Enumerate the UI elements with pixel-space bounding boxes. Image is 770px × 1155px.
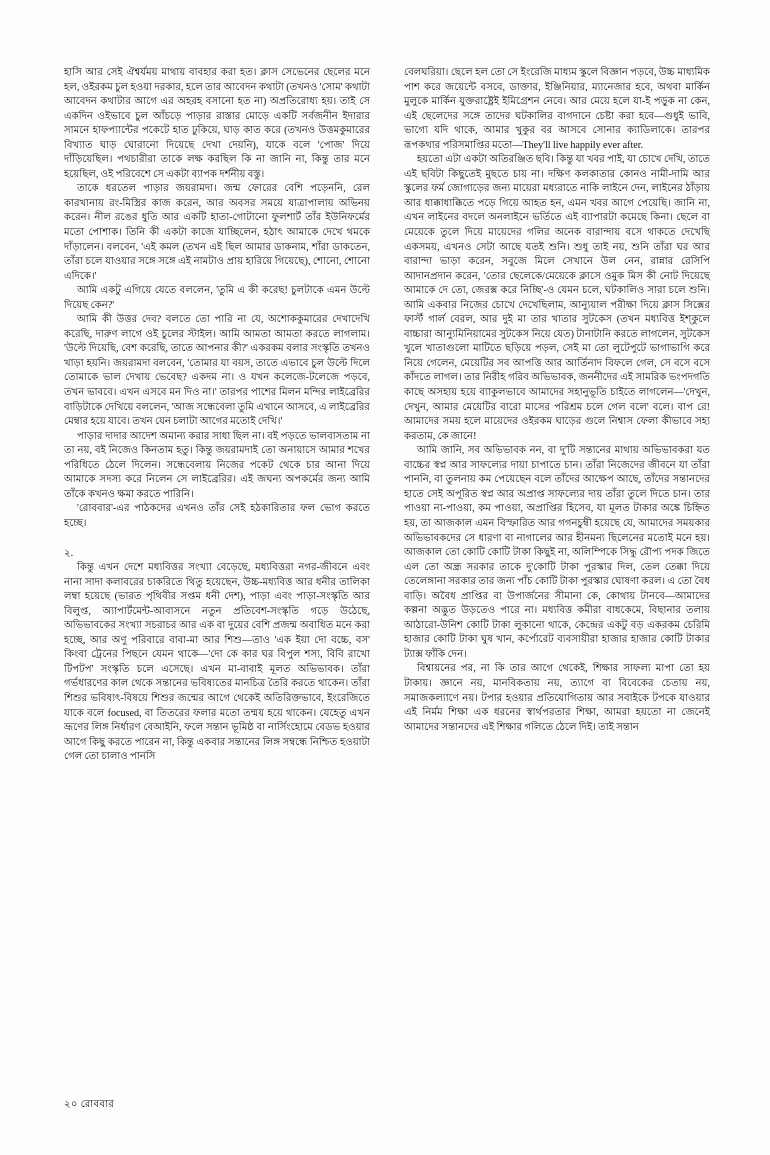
right-column bbox=[404, 66, 710, 1076]
paragraph: বিশ্বায়নের পর, না কি তার আগে থেকেই, শিক্ষার সাফল্য মাপা তো হয় টাকায়। জ্ঞানে নয়, মানবিকতায় নয়, ত্যাগে বা বিবেকের চেতায় নয়, সমাজকল্যাণে নয়। টপার হওয়ার প্রতিযোগিতায় আর সবাইকে টপকে যাওয়ার এই নির্মম শিক্ষা এক ধরনের স্বার্থপরতার শিক্ষা, আমরা হয়তো না জেনেই আমাদের সন্তানদের এই শিক্ষার গলিতে ঠেলে দিই। তাই সন্তান bbox=[404, 663, 710, 733]
page-footer: ২০ রোববার bbox=[64, 1099, 115, 1110]
paragraph: 'রোববার'-এর পাঠকদের এখনও তাঁর সেই হঠকারিতার ফল ভোগ করতে হচ্ছে। bbox=[64, 503, 370, 529]
paragraph: আমি জানি, সব অভিভাবক নন, বা দু'টি সন্তানের মাথায় অভিভাবকরা যত বাচ্চের স্বপ্ন আর সাফল্যের দায়া চাপাতে চান। তাঁরা নিজেদের জীবনে যা তাঁরা পাননি, বা তুলনায় কম পেয়েছেন বলে তাঁদের আক্ষেপ আছে, তাঁদের সন্তানদের হাতে সেই অপূরিত স্বপ্ন আর অপ্রাপ্ত সাফল্যের দায় তাঁরা তুলে দিতে চান। তার পাওয়া না-পাওয়া, কম পাওয়া, অপ্রাপ্তির হিসেব, যা মূলত টাকার অঙ্কে চিহ্নিত হয়, তা আজকাল এমন বিস্ফারিত আর গগনচুম্বী হয়েছে যে, আমাদের সময়কার অভিভাবকদের সে ধারণা বা নাগালের আর হীনমন্য ছিলেনের মতোই মনে হয়। আজকাল তো কোটি কোটি টাকা কিছুই না, অলিম্পিকে সিদ্ধু রৌপ্য পদক জিতে এল তো অন্ধ্র সরকার তাকে দু'কোটি টাকা পুরস্কার দিল, তেল তেক্কা দিয়ে তেলেঙ্গানা সরকার তার জন্য পাঁচ কোটি টাকা পুরস্কার ঘোষণা করল। এ তো বৈধ বাড়ি। অবৈধ প্রাপ্তির বা উপার্জনের সীমানা কে, কোথায় টানবে—আমাদের কল্পনা অদ্ভুত উড়তেও পারে না। মধ্যবিত্ত কমীরা বাধকেমে, বিছানার তলায় আঠারো-উনিশ কোটি টাকা লুকানো থাকে, কেন্দ্রের একটু বড় একরকম চেরিমি হাজার কোটি টাকা ঘুষ খান, কর্পোরেট ব্যবসায়ীরা হাজার হাজার কোটি টাকার ট্যাক্স ফাঁকি দেন। bbox=[404, 445, 710, 660]
paragraph: হাসি আর সেই ঐশ্বর্যময় মাথায় বাবহার করা হত। ক্লাস সেভেনের ছেলের মনে হল, ওইরকম চুল হওয়া দরকার, হলে তার আবেদন কথাটা (তখনও 'সোম' কথাটা আবেদন কথাটার আগে এর অহরহ বসানো হত না) অপ্রতিরোধ্য হয়। তাই সে একদিন ওইভাবে চুল আঁচড়ে পাড়ার রাস্তার মোড়ে একটি সর্বজনীন ইদারার সামনে হাফপ্যান্টের পকেটে হাত ঢুকিয়ে, ঘাড় কাত করে (তখনও উত্তমকুমারের বিখ্যাত ঘাড় ঘোরানো দিয়েছে দেখা দেয়নি), যাকে বলে 'পোজ' দিয়ে দাঁড়িয়েছিল। পথচারীরা তাকে লক্ষ করছিল কি না জানি না, কিন্তু তার মনে হয়েছিল, ওই পরিবেশে সে একটা ব্যাপক দর্শনীয় বস্তু। bbox=[64, 67, 370, 180]
paragraph: তাকে ধরতেল পাড়ার জয়রামদা। জন্ম ফোরের বেশি পড়েননি, রেল কারখানায় রং-মিস্ত্রির কাজ করেন, আর অবসর সময়ে যাত্রাপালায় অভিনয় করেন। নীল রঙের ধুতি আর একটি হাতা-গোটানো ফুলশার্ট তাঁর ইউনিফর্মের মতো পোশাক। তিনি কী একটা কাজে যাচ্ছিলেন, হঠাৎ আমাকে দেখে থমকে দাঁড়ালেন। বলবেন, 'এই কমল (তখন এই ছিল আমার ডাকনাম, শাঁরা ডাকতেন, তাঁরা চলে যাওয়ার সঙ্গে সঙ্গে এই নামটাও প্রায় হারিয়ে গিয়েছে), শোনো, শোনো এদিকে।' bbox=[64, 183, 370, 282]
paragraph: কিন্তু এখন দেশে মধ্যবিত্তর সংখ্যা বেড়েছে, মধ্যবিত্তরা নগর-জীবনে এবং নানা সাদা কলাবরের চাকরিতে থিতু হয়েছেন, উচ্চ-মধ্যবিত্ত আর ধনীর তালিকা লম্বা হয়েছে (ভারত পৃথিবীর সপ্তম ধনী দেশ), পাড়া এবং পাড়া-সংস্কৃতি আর বিলুপ্ত, অ্যাপার্টমেন্ট-আবাসনে নতুন প্রতিবেশ-সংস্কৃতি গড়ে উঠেছে, অভিভাবকের সংখ্যা সচরাচর আর এক বা দুয়ের বেশি প্রজন্ম অবাধিত মনে করা হচ্ছে, আর অণু পরিবারে বাবা-মা আর শিশু—তাও 'এক ইয়া দো বচ্চে, বস' কিংবা ট্রেনের পিছনে যেমন থাকে—'দো কে কার ঘর বিপুল শস্য, বিবি রাখো টিপটপ' সংস্কৃতি চলে এসেছে। এখন মা-বাবাই মূলত অভিভাবক। তাঁরা গর্ভধারণের কাল থেকে সন্তানের ভবিষ্যতের মানচিত্র তৈরি করতে থাকেন। তাঁরা শিশুর ভবিষ্যৎ-বিষয়ে শিশুর জন্মের আগে থেকেই অতিরিক্তভাবে, ইংরেজিতে যাকে বলে focused, বা তিতরের ফলার মতো তম্ময় হয়ে থাকেন। যেহেতু এখন ভ্রূণের লিঙ্গ নির্ধারণ বেআইনি, ফলে সন্তান ভূমিষ্ঠ বা নার্সিংহোমে বেডভ হওয়ার আগে কিছু করতে পারেন না, কিন্তু একবার সন্তানের লিঙ্গ সম্বন্ধে নিশ্চিত হওয়াটা গেল তো চালাও পানসি bbox=[64, 562, 370, 763]
section-number: ২. bbox=[64, 547, 74, 559]
paragraph: আমি একটু এগিয়ে যেতে বললেন, 'তুমি এ কী করেছ! চুলটাকে এমন উল্টে দিয়েছ কেন?' bbox=[64, 285, 370, 311]
paragraph: হয়তো এটা একটা অতিরঞ্জিত ছবি। কিন্তু যা খবর পাই, যা চোখে দেখি, তাতে এই ছবিটা কিছুতেই মুছতে চায় না। দক্ষিণ কলকাতার কোনও নামী-দামি আর স্কুলের ফর্ম জোগাড়ের জন্য মায়েরা মধ্যরাতে নাকি লাইনে দেন, লাইনের ঠাঁড়ায় আর ধাক্কাধাক্কিতে পড়ে গিয়ে আহত হন, এমন খবর আগে পেয়েছি। জানি না, এখন লাইনের বদলে অনলাইনে ভর্তিতে এই ব্যাপারটা কমেছে কিনা। ছেলে বা মেয়েকে তুলে দিয়ে মায়েদের গলির অনেক বারান্দায় বসে থাকতে দেখেছি একসময়, এখনও সেটা আছে যতই শুনি। শুধু তাই নয়, শুনি তাঁরা ঘর আর বারান্দা ভাড়া করেন, সবুজে মিলে সেখানে উল নেন, রান্নার রেসিপি আদানপ্রদান করেন, 'তোর ছেলেকে/মেয়েকে ক্লাসে ওমুক মিস কী নোট দিয়েছে আমাকে দে তো, জেরক্স করে নিচ্ছি'-ও যেমন চলে, ঘটকালিও সারা চলে শুনি। আমি একবার নিজের চোখে দেখেছিলাম, আন্যুয়াল পরীক্ষা দিয়ে ক্লাস সিক্সের ফার্স্ট গার্ল বেরল, আর দুই মা তার খাতার সুটকেস (তখন মধ্যবিত্ত ইশ্কুলে বাচ্চারা আন্যুমিনিয়ামের সুটকেস নিয়ে যেত) টানাটানি করতে লাগলেন, সুটকেস খুলে খাতাগুলো মাটিতে ছড়িয়ে পড়ল, সেই মা তো লুটেপুটে ভাগাভাগি করে নিয়ে গেলেন, মেয়েটির সব আপত্তি আর আর্তিনাদ বিফলে গেল, সে বসে বসে কাঁদতে লাগল। তার নিরীহ গরিব অভিভাবক, জননীদের এই সামরিক ভংপদগতি কাছে অসহায় হয়ে ব্যাকুলভাবে আমাদের সহানুভূতি চাইতে লাগলেন—'দেখুন, দেখুন, আমার মেয়েটির বারো মাসের পরিশ্রম চলে গেল বলে' বলে। বাপ রে! আমাদের সময় হলে মায়েদের ওইরকম ঘাড়ের গুলে নিশ্বাস ফেলা কীভাবে সহ্য করতাম, কে জানে! bbox=[404, 154, 710, 442]
section-spacer bbox=[64, 532, 370, 547]
paragraph: পাড়ার দাদার আদেশ অমান্য করার সাধা ছিল না। বই পড়তে ভালবাসতাম না তা নয়, বই নিজেও কিনতাম হতু। কিন্তু জয়রামদাই তো অনায়াসে আমার শখের পরিধিতে ঠেলে দিলেন। সন্ধেবেলায় নিজের পকেট থেকে চার আনা দিয়ে আমাকে সদস্য করে নিলেন সে লাইব্রেরির। এই জঘন্য অপকর্মের জন্য আমি তাঁকে কখনও ক্ষমা করতে পারিনি। bbox=[64, 430, 370, 500]
paragraph: বেলঘরিয়া। ছেলে হল তো সে ইংরেজি মাধ্যম স্কুলে বিজ্ঞান পড়বে, উচ্চ মাধ্যমিক পাশ করে জয়েন্টে বসবে, ডাক্তার, ইঞ্জিনিয়ার, ম্যানেজার হবে, অথবা মার্কিন মুলুকে মার্কিন যুক্তরাষ্ট্রেই ইমিগ্রেশন নেবে। আর মেয়ে হলে যা-ই পড়ুক না কেন, এই ছেলেদের সঙ্গে তাদের ঘটকালির বাগদানে চেষ্টা করা হবে—গুধুই ভাবি, ভাগ্যে যদি থাকে, আমার খুকুর বর আসবে সোনার ক্যাডিলাকে। তারপর রূপকথার পরিসমাপ্তির মতো—They'll live happily ever after. bbox=[404, 67, 710, 151]
paragraph: আমি কী উত্তর দেব? বলতে তো পারি না যে, অশোককুমারের দেখাদেখি করেছি, দারুণ লাগে ওই চুলের স্টাইল। আমি আমতা আমতা করতে লাগলাম। 'উল্টে দিয়েছি, বেশ করেছি, তাতে আপনার কী?' একরকম বলার সংস্কৃতি তখনও খাড়া হয়নি। জয়রামদা বলবেন, 'তোমার যা বয়স, তাতে এভাবে চুল উল্টে দিলে তোমাকে ভাল দেখায় ভেবেছ? একদম না। ও যখন কলেজে-টলেজে পড়বে, তখন ভাববে। এখন এসবে মন দিও না।' তারপর পাশের মিলন মন্দির লাইব্রেরির বাড়িটাকে দেখিয়ে বললেন, 'আজ সন্ধেবেলা তুমি এখানে আসবে, এ লাইব্রেরির মেম্বার হয়ে যাবে। তখন যেন চলাটা আগের মতোই দেখি।' bbox=[64, 314, 370, 428]
two-column-body bbox=[64, 66, 710, 1076]
left-column bbox=[64, 66, 370, 1076]
